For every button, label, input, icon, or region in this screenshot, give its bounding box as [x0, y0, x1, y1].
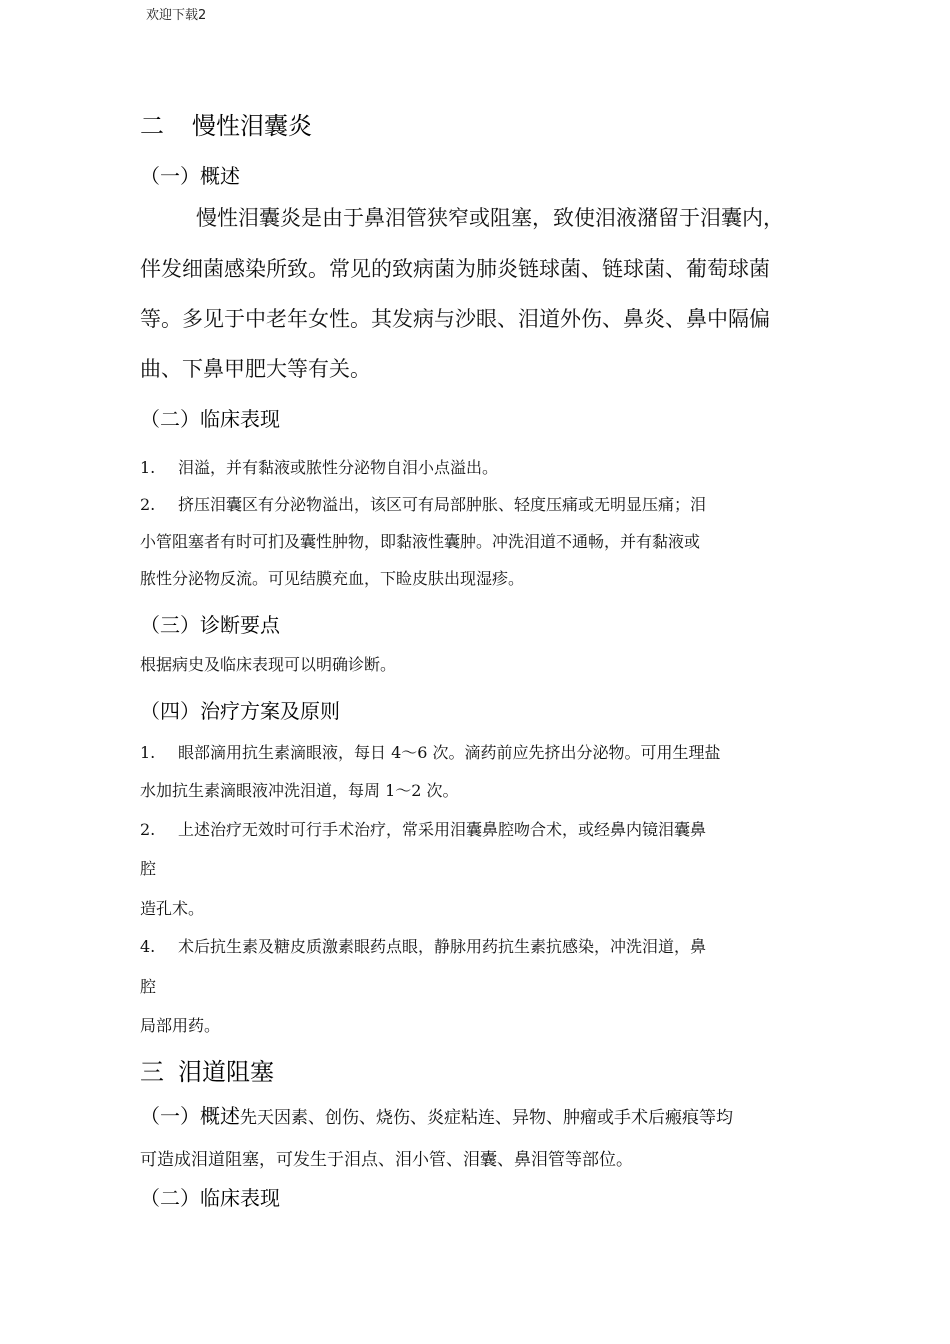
- overview-line-3: 等。多见于中老年女性。其发病与沙眼、泪道外伤、鼻炎、鼻中隔偏: [140, 307, 770, 331]
- clinical-item-1-text: 泪溢，并有黏液或脓性分泌物自泪小点溢出。: [178, 458, 499, 477]
- section-2-overview-heading: （一）概述: [140, 164, 240, 188]
- clinical-item-2: [140, 492, 706, 515]
- treatment-item-1-line-1: 眼部滴用抗生素滴眼液，每日 4～6 次。滴药前应先挤出分泌物。可用生理盐: [178, 743, 721, 762]
- overview-line-4: 曲、下鼻甲肥大等有关。: [140, 357, 371, 381]
- clinical-item-2-line-2: 小管阻塞者有时可扪及囊性肿物，即黏液性囊肿。冲洗泪道不通畅，并有黏液或: [140, 532, 701, 551]
- section-2-treatment-heading: （四）治疗方案及原则: [140, 699, 340, 723]
- treatment-item-2-line-2: 腔: [140, 859, 157, 878]
- clinical-item-2-line-1: 挤压泪囊区有分泌物溢出，该区可有局部肿胀、轻度压痛或无明显压痛；泪: [178, 495, 707, 514]
- section-3-overview-line-2: 可造成泪道阻塞，可发生于泪点、泪小管、泪囊、鼻泪管等部位。: [140, 1150, 633, 1170]
- section-3-title-text: 泪道阻塞: [178, 1058, 274, 1086]
- section-3-title: [140, 1052, 274, 1087]
- section-3-number: 三: [140, 1058, 164, 1086]
- section-2-title-text: 慢性泪囊炎: [192, 112, 312, 140]
- treatment-item-2: [140, 817, 706, 840]
- section-3-clinical-heading: （二）临床表现: [140, 1186, 280, 1210]
- clinical-item-2-line-3: 脓性分泌物反流。可见结膜充血，下睑皮肤出现湿疹。: [140, 569, 525, 588]
- treatment-item-1-line-2: 水加抗生素滴眼液冲洗泪道，每周 1～2 次。: [140, 781, 459, 800]
- page-header: 欢迎下载2: [146, 8, 207, 23]
- diagnosis-text: 根据病史及临床表现可以明确诊断。: [140, 655, 397, 674]
- treatment-item-4-line-2: 腔: [140, 977, 157, 996]
- treatment-item-1-number: 1.: [140, 743, 156, 762]
- overview-line-1: 慢性泪囊炎是由于鼻泪管狭窄或阻塞，致使泪液潴留于泪囊内，: [196, 206, 784, 230]
- treatment-item-4-number: 4.: [140, 937, 156, 956]
- section-3-overview: [140, 1100, 733, 1129]
- treatment-item-4-line-1: 术后抗生素及糖皮质激素眼药点眼，静脉用药抗生素抗感染，冲洗泪道，鼻: [178, 937, 707, 956]
- section-2-title: [140, 106, 312, 141]
- section-2-diagnosis-heading: （三）诊断要点: [140, 613, 280, 637]
- section-2-clinical-heading: （二）临床表现: [140, 407, 280, 431]
- clinical-item-1: [140, 455, 498, 478]
- treatment-item-1: [140, 740, 721, 763]
- section-3-overview-heading: （一）概述: [140, 1104, 240, 1128]
- overview-line-2: 伴发细菌感染所致。常见的致病菌为肺炎链球菌、链球菌、葡萄球菌: [140, 257, 770, 281]
- treatment-item-2-number: 2.: [140, 820, 156, 839]
- clinical-item-2-number: 2.: [140, 495, 156, 514]
- section-3-overview-line-1: 先天因素、创伤、烧伤、炎症粘连、异物、肿瘤或手术后瘢痕等均: [240, 1108, 733, 1128]
- treatment-item-2-line-1: 上述治疗无效时可行手术治疗，常采用泪囊鼻腔吻合术，或经鼻内镜泪囊鼻: [178, 820, 707, 839]
- treatment-item-4: [140, 934, 706, 957]
- treatment-item-2-line-3: 造孔术。: [140, 899, 205, 918]
- treatment-item-4-line-3: 局部用药。: [140, 1016, 221, 1035]
- section-2-number: 二: [140, 112, 164, 140]
- clinical-item-1-number: 1.: [140, 458, 156, 477]
